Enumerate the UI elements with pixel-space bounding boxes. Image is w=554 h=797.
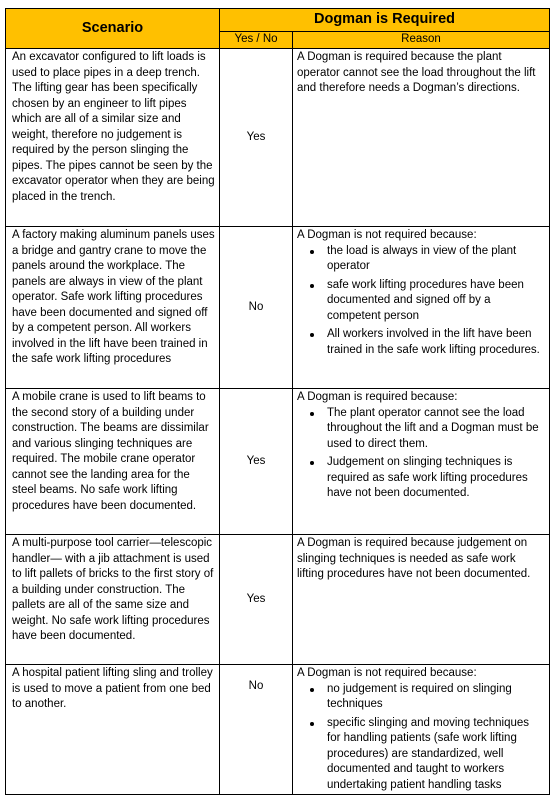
bullet-text: Judgement on slinging techniques is required as safe work lifting procedures have not been documented. (327, 456, 528, 499)
bullet-icon (310, 412, 314, 416)
answer-cell: No (220, 665, 293, 795)
bullet-text: specific slinging and moving techniques for handling patients (safe work lifting procedures) are standardized, well documented and taught to workers undertaking patient handling tasks (327, 716, 530, 791)
bullet-text: The plant operator cannot see the load throughout the lift and a Dogman must be used to direct them. (327, 406, 539, 450)
reason-intro: A Dogman is not required because: (297, 667, 477, 679)
yes-no-header: Yes / No (220, 32, 293, 49)
table-row (6, 389, 550, 535)
bullet-icon (310, 284, 314, 288)
reason-bullet-list (297, 682, 545, 794)
scenario-cell: A factory making aluminum panels uses a bridge and gantry crane to move the panels around the workplace. The panels are always in view of the plant operator. Safe work lifting procedures have been documented and signed off by a competent person. All workers involved in the lift have been trained in the safe work lifting procedures (6, 227, 220, 389)
reason-intro: A Dogman is required because judgement on slinging techniques is needed as safe work lifting procedures have not been documented. (297, 537, 531, 580)
list-item (297, 682, 545, 713)
bullet-icon (310, 333, 314, 337)
answer-cell: Yes (220, 535, 293, 665)
reason-intro: A Dogman is required because the plant operator cannot see the load throughout the lift and therefore needs a Dogman’s directions. (297, 51, 536, 94)
answer-cell: Yes (220, 389, 293, 535)
table-row (6, 665, 550, 795)
bullet-text: the load is always in view of the plant operator (327, 244, 517, 272)
bullet-icon (310, 688, 314, 692)
reason-cell (293, 389, 550, 535)
reason-cell (293, 665, 550, 795)
reason-intro: A Dogman is not required because: (297, 229, 477, 241)
reason-header: Reason (293, 32, 550, 49)
table-row (6, 49, 550, 227)
bullet-icon (310, 461, 314, 465)
reason-bullet-list (297, 244, 545, 359)
reason-cell (293, 535, 550, 665)
bullet-icon (310, 250, 314, 254)
scenario-cell: A multi-purpose tool carrier—telescopic handler— with a jib attachment is used to lift pallets of bricks to the first story of a building under construction. The pallets are all of the same size and weight. No safe work lifting procedures have been documented. (6, 535, 220, 665)
bullet-icon (310, 722, 314, 726)
scenario-cell: An excavator configured to lift loads is used to place pipes in a deep trench. The lifting gear has been specifically chosen by an engineer to lift pipes which are all of a similar size and weight, therefore no judgement is required by the person slinging the pipes. The pipes cannot be seen by the excavator operator when they are being placed in the trench. (6, 49, 220, 227)
bullet-text: no judgement is required on slinging techniques (327, 682, 512, 710)
answer-cell: No (220, 227, 293, 389)
scenario-cell: A hospital patient lifting sling and trolley is used to move a patient from one bed to another. (6, 665, 220, 795)
dogman-required-header: Dogman is Required (220, 9, 550, 32)
reason-bullet-list (297, 406, 545, 502)
scenario-cell: A mobile crane is used to lift beams to the second story of a building under construction. The beams are dissimilar and various slinging techniques are required. The mobile crane operator cannot see the landing area for the steel beams. No safe work lifting procedures have been documented. (6, 389, 220, 535)
answer-cell: Yes (220, 49, 293, 227)
bullet-text: safe work lifting procedures have been documented and signed off by a competent person (327, 278, 524, 322)
dogman-requirements-table (5, 8, 550, 795)
scenario-header: Scenario (6, 9, 220, 49)
list-item (297, 327, 545, 358)
list-item (297, 244, 545, 275)
table-row (6, 227, 550, 389)
list-item (297, 406, 545, 453)
reason-intro: A Dogman is required because: (297, 391, 458, 403)
list-item (297, 278, 545, 325)
list-item (297, 455, 545, 502)
bullet-text: All workers involved in the lift have been trained in the safe work lifting procedures. (327, 328, 540, 356)
reason-cell (293, 49, 550, 227)
table-row (6, 535, 550, 665)
list-item (297, 716, 545, 794)
reason-cell (293, 227, 550, 389)
